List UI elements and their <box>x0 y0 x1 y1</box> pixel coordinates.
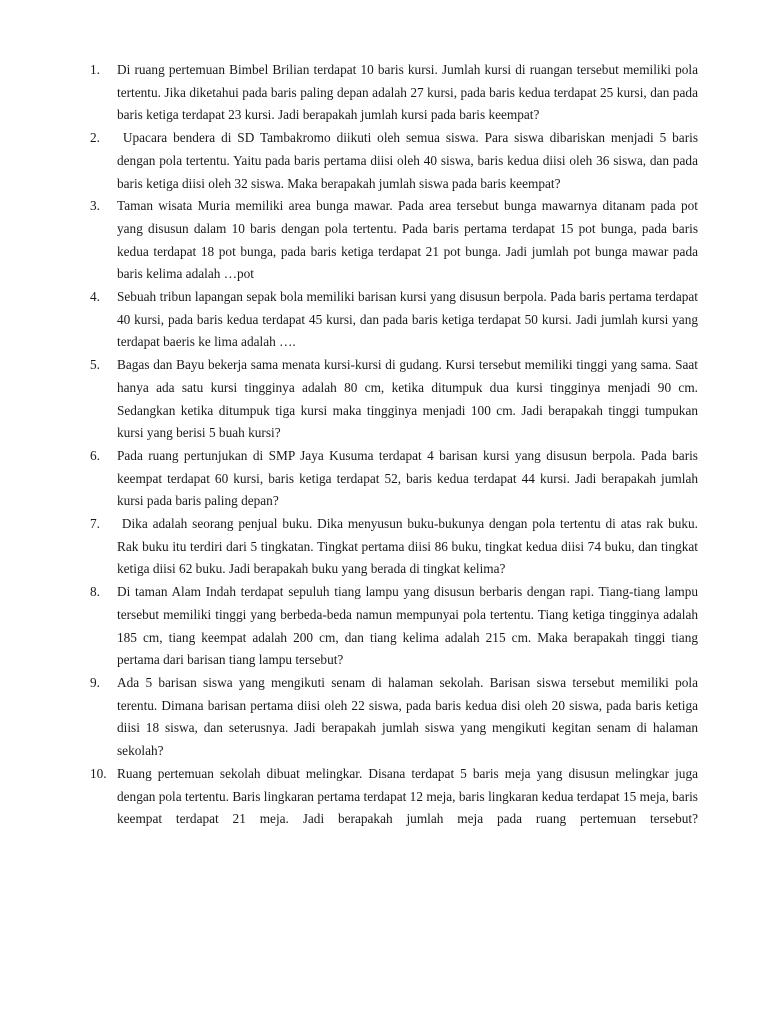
question-item-6 <box>90 445 702 513</box>
question-text: Taman wisata Muria memiliki area bunga mawar. Pada area tersebut bunga mawarnya ditanam pada pot yang disusun dalam 10 baris dengan pola tertentu. Pada baris pertama terdapat 15 pot bunga, pada baris kedua terdapat 18 pot bunga, pada baris ketiga terdapat 21 pot bunga. Jadi jumlah pot bunga mawar pada baris kelima adalah …pot <box>117 198 702 282</box>
question-text: Pada ruang pertunjukan di SMP Jaya Kusuma terdapat 4 barisan kursi yang disusun berpola. Pada baris keempat terdapat 60 kursi, baris ketiga terdapat 52, baris kedua terdapat 44 kursi. Jadi berapakah jumlah kursi pada baris paling depan? <box>117 447 702 509</box>
question-text: Upacara bendera di SD Tambakromo diikuti oleh semua siswa. Para siswa dibariskan menjadi 5 baris dengan pola tertentu. Yaitu pada baris pertama diisi oleh 40 siswa, baris kedua diisi oleh 36 siswa, dan pada baris ketiga diisi oleh 32 siswa. Maka berapakah jumlah siswa pada baris keempat? <box>117 130 702 191</box>
question-item-1 <box>90 59 702 127</box>
question-number: 8. <box>90 584 100 600</box>
question-list <box>90 59 702 831</box>
question-number: 5. <box>90 357 100 373</box>
question-item-9 <box>90 672 702 763</box>
question-text: Ada 5 barisan siswa yang mengikuti senam di halaman sekolah. Barisan siswa tersebut memiliki pola terentu. Dimana barisan pertama diisi oleh 22 siswa, pada baris kedua disi oleh 20 siswa, pada baris ketiga diisi 18 siswa, dan seterusnya. Jadi berapakah jumlah siswa yang mengikuti kegitan senam di halaman sekolah? <box>117 674 702 759</box>
question-item-8 <box>90 581 702 672</box>
question-number: 7. <box>90 516 100 532</box>
question-number: 4. <box>90 289 100 305</box>
question-text: Dika adalah seorang penjual buku. Dika menyusun buku-bukunya dengan pola tertentu di atas rak buku. Rak buku itu terdiri dari 5 tingkatan. Tingkat pertama diisi 86 buku, tingkat kedua diisi 74 buku, dan tingkat ketiga diisi 62 buku. Jadi berapakah buku yang berada di tingkat kelima? <box>117 516 702 577</box>
question-number: 3. <box>90 198 100 214</box>
question-number: 10. <box>90 765 107 781</box>
question-item-7 <box>90 513 702 581</box>
question-number: 9. <box>90 674 100 690</box>
question-item-10 <box>90 763 702 831</box>
question-text: Di ruang pertemuan Bimbel Brilian terdapat 10 baris kursi. Jumlah kursi di ruangan tersebut memiliki pola tertentu. Jika diketahui pada baris paling depan adalah 27 kursi, pada baris kedua terdapat 25 kursi, dan pada baris ketiga terdapat 23 kursi. Jadi berapakah jumlah kursi pada baris keempat? <box>117 62 702 123</box>
question-item-2 <box>90 127 702 195</box>
question-text: Sebuah tribun lapangan sepak bola memiliki barisan kursi yang disusun berpola. Pada baris pertama terdapat 40 kursi, pada baris kedua terdapat 45 kursi, dan pada baris ketiga terdapat 50 kursi. Jadi jumlah kursi yang terdapat baeris ke lima adalah …. <box>117 289 702 350</box>
question-number: 2. <box>90 130 100 146</box>
question-item-3 <box>90 195 702 286</box>
question-text: Di taman Alam Indah terdapat sepuluh tiang lampu yang disusun berbaris dengan rapi. Tiang-tiang lampu tersebut memiliki tinggi yang berbeda-beda namun mempunyai pola tertentu. Tiang ketiga tingginya adalah 185 cm, tiang keempat adalah 200 cm, dan tiang kelima adalah 215 cm. Maka berapakah tinggi tiang pertama dari barisan tiang lampu tersebut? <box>117 584 702 668</box>
question-text: Ruang pertemuan sekolah dibuat melingkar. Disana terdapat 5 baris meja yang disusun melingkar juga dengan pola tertentu. Baris lingkaran pertama terdapat 12 meja, baris lingkaran kedua terdapat 15 meja, baris keempat terdapat 21 meja. Jadi berapakah jumlah meja pada ruang pertemuan tersebut? <box>117 765 702 827</box>
question-text: Bagas dan Bayu bekerja sama menata kursi-kursi di gudang. Kursi tersebut memiliki tinggi yang sama. Saat hanya ada satu kursi tingginya adalah 80 cm, ketika ditumpuk dua kursi tingginya menjadi 90 cm. Sedangkan ketika ditumpuk tiga kursi maka tingginya menjadi 100 cm. Jadi berapakah tinggi tumpukan kursi yang berisi 5 buah kursi? <box>117 357 702 441</box>
question-item-5 <box>90 354 702 445</box>
question-number: 6. <box>90 447 100 463</box>
question-number: 1. <box>90 62 100 77</box>
question-item-4 <box>90 286 702 354</box>
